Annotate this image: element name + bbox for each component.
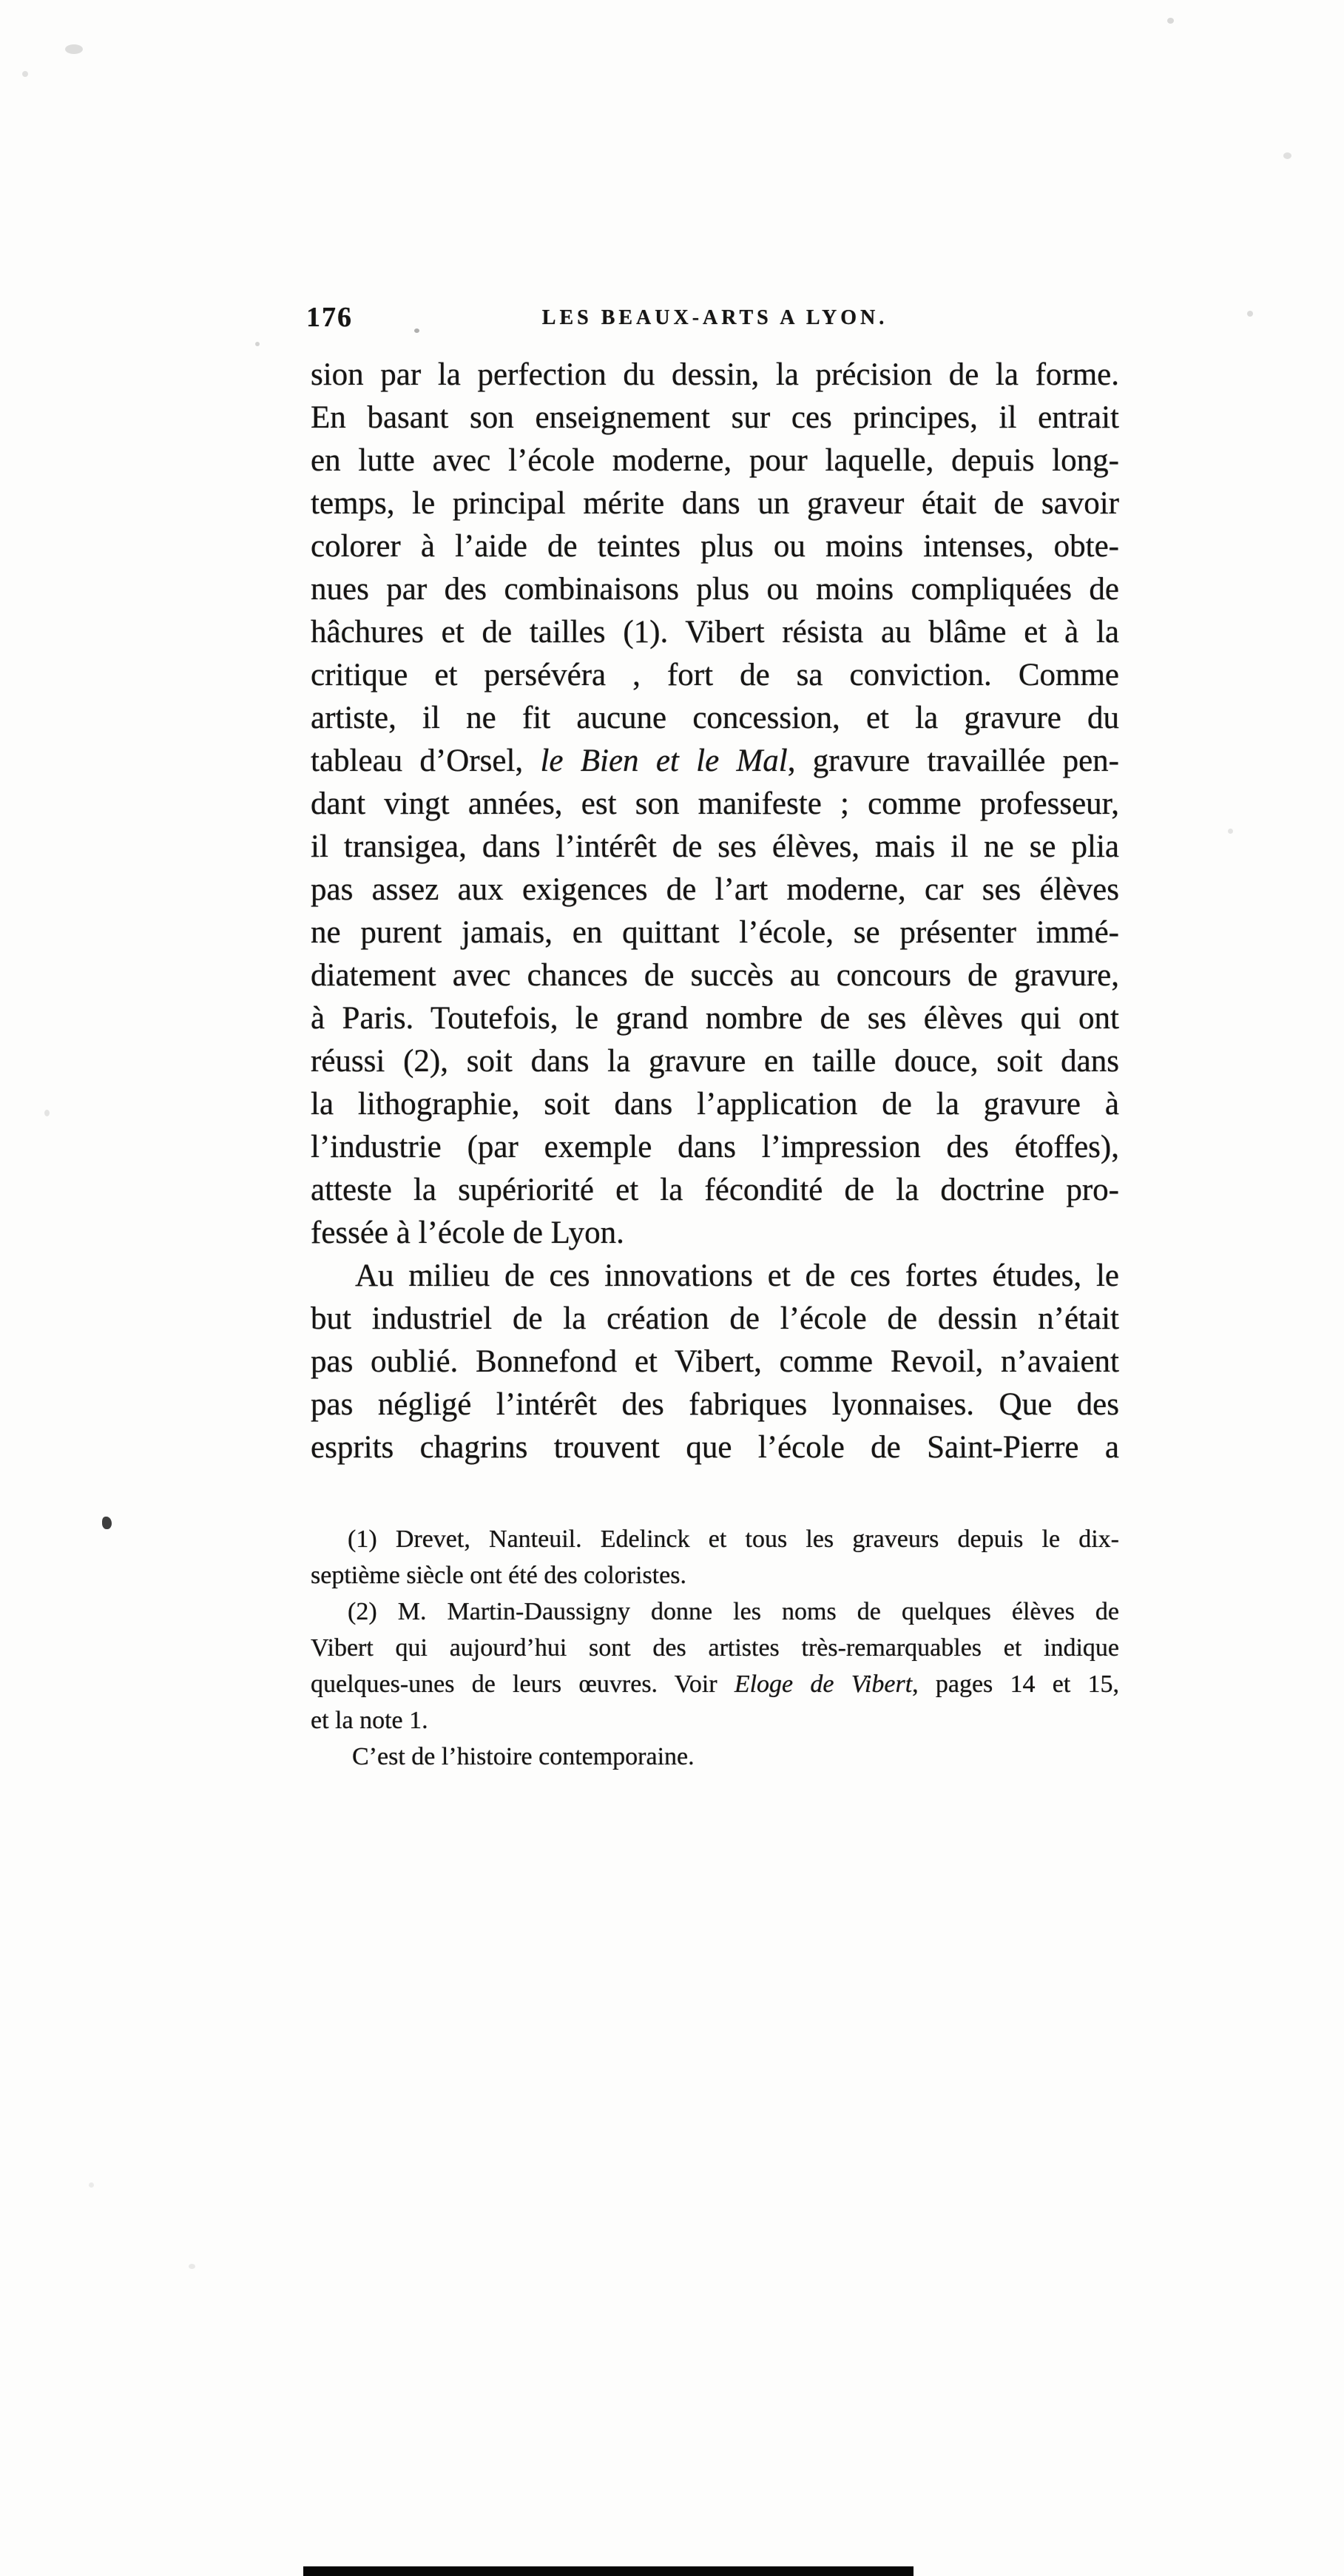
text-line: fessée à l’école de Lyon. (311, 1215, 624, 1250)
running-title: LES BEAUX-ARTS A LYON. (541, 306, 888, 329)
text-line: colorer à l’aide de teintes plus ou moins intenses, obte- (311, 529, 1119, 564)
text-segment: , pages 14 et 15, (912, 1670, 1120, 1698)
italic-work-title: Eloge de Vibert (734, 1670, 913, 1698)
text-line: diatement avec chances de succès au concours de gravure, (311, 958, 1119, 993)
text-line: Au milieu de ces innovations et de ces fortes études, le (355, 1258, 1119, 1293)
text-line: nues par des combinaisons plus ou moins compliquées de (311, 572, 1119, 607)
text-line: à Paris. Toutefois, le grand nombre de ses élèves qui ont (311, 1001, 1119, 1036)
footnote-line: C’est de l’histoire contemporaine. (352, 1743, 695, 1770)
ink-speck (1167, 18, 1174, 24)
italic-work-title: le Bien et le Mal (540, 744, 788, 778)
footnotes (311, 1521, 1119, 1775)
text-line: en lutte avec l’école moderne, pour laquelle, depuis long- (311, 443, 1119, 478)
text-line: l’industrie (par exemple dans l’impression des étoffes), (311, 1130, 1119, 1164)
text-segment: tableau d’Orsel, (311, 744, 541, 778)
text-line: atteste la supériorité et la fécondité de la doctrine pro- (311, 1173, 1119, 1207)
text-line (311, 740, 1119, 783)
footnote-line: et la note 1. (311, 1707, 428, 1734)
text-line: pas assez aux exigences de l’art moderne, car ses élèves (311, 872, 1119, 907)
text-line: réussi (2), soit dans la gravure en taille douce, soit dans (311, 1044, 1119, 1079)
text-segment: quelques-unes de leurs œuvres. Voir (311, 1670, 735, 1698)
text-segment: , gravure travaillée pen- (787, 744, 1119, 778)
scan-artifact-bar (303, 2566, 914, 2576)
text-line: ne purent jamais, en quittant l’école, se présenter immé- (311, 915, 1119, 950)
ink-speck (1228, 829, 1233, 834)
text-line: il transigea, dans l’intérêt de ses élèves, mais il ne se plia (311, 829, 1119, 864)
ink-speck (102, 1517, 112, 1529)
text-line: but industriel de la création de l’école de dessin n’était (311, 1301, 1119, 1336)
text-line: hâchures et de tailles (1). Vibert résista au blâme et à la (311, 615, 1119, 650)
ink-speck (89, 2182, 94, 2188)
footnote-line: Vibert qui aujourd’hui sont des artistes très-remarquables et indique (311, 1634, 1119, 1662)
ink-speck (255, 342, 260, 346)
text-line: artiste, il ne fit aucune concession, et la gravure du (311, 701, 1119, 735)
text-line: pas oublié. Bonnefond et Vibert, comme Revoil, n’avaient (311, 1344, 1119, 1379)
footnote-line (311, 1666, 1119, 1702)
page-number: 176 (306, 302, 353, 333)
ink-speck (189, 2264, 195, 2269)
text-line: En basant son enseignement sur ces principes, il entrait (311, 400, 1119, 435)
ink-speck (44, 1110, 50, 1116)
ink-speck (65, 44, 83, 54)
ink-speck (1283, 152, 1291, 159)
text-line: dant vingt années, est son manifeste ; comme professeur, (311, 786, 1119, 821)
footnote-line: septième siècle ont été des coloristes. (311, 1562, 686, 1589)
page-header (306, 300, 1119, 337)
ink-speck (22, 71, 28, 77)
ink-speck (414, 328, 419, 333)
footnote-line: (1) Drevet, Nanteuil. Edelinck et tous les graveurs depuis le dix- (348, 1525, 1119, 1553)
text-line: critique et persévéra , fort de sa conviction. Comme (311, 658, 1119, 692)
text-line: la lithographie, soit dans l’application de la gravure à (311, 1087, 1119, 1122)
text-line: pas négligé l’intérêt des fabriques lyonnaises. Que des (311, 1387, 1119, 1422)
text-line: sion par la perfection du dessin, la précision de la forme. (311, 357, 1119, 392)
footnote-line: (2) M. Martin-Daussigny donne les noms de quelques élèves de (348, 1598, 1119, 1625)
text-line: temps, le principal mérite dans un graveur était de savoir (311, 486, 1119, 521)
text-line: esprits chagrins trouvent que l’école de Saint-Pierre a (311, 1430, 1119, 1465)
main-text (311, 354, 1119, 1469)
ink-speck (1247, 311, 1253, 317)
